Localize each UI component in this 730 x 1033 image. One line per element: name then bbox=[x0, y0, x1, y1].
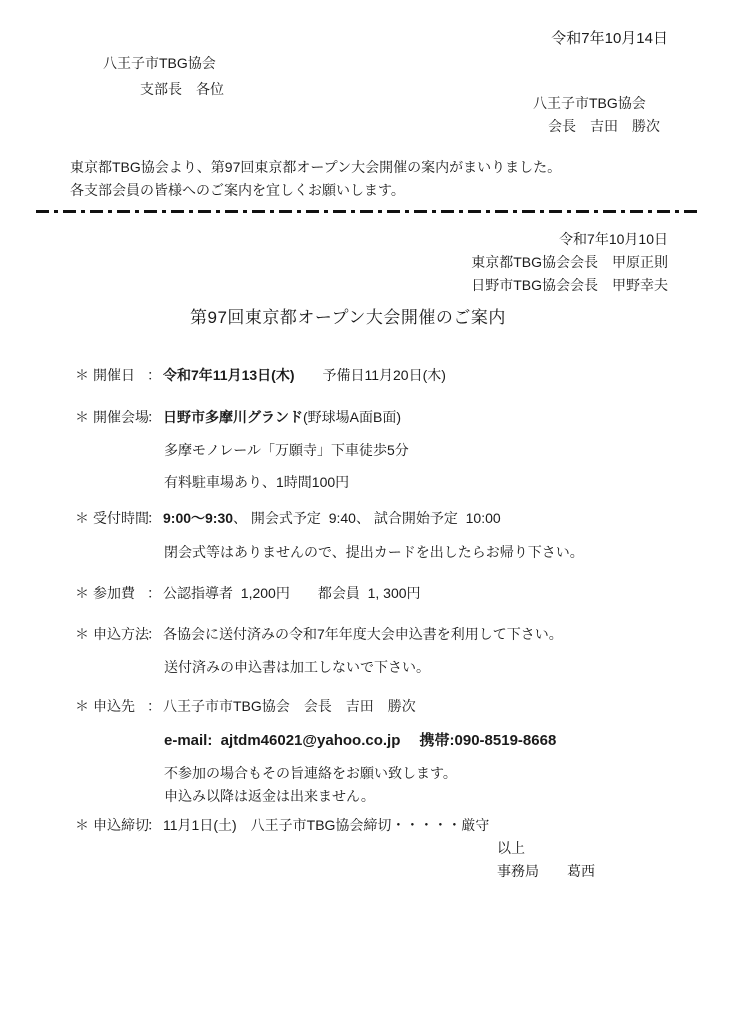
intro-line-2: 各支部会員の皆様へのご案内を宜しくお願いします。 bbox=[70, 182, 405, 198]
item-colon: ： bbox=[147, 585, 161, 601]
item-colon: ： bbox=[147, 367, 161, 383]
item-colon: ： bbox=[147, 510, 161, 526]
item-row-reception bbox=[75, 508, 501, 528]
item-colon: ： bbox=[147, 626, 161, 642]
item-colon: ： bbox=[147, 409, 161, 425]
asterisk-bullet: ＊ bbox=[75, 367, 89, 383]
venue-parking-note: 有料駐車場あり、1時間100円 bbox=[164, 474, 350, 490]
venue-detail: (野球場A面B面) bbox=[303, 409, 401, 425]
issue-date: 令和7年10月14日 bbox=[551, 30, 668, 47]
venue-name: 日野市多摩川グランド bbox=[163, 409, 303, 425]
document-title: 第97回東京都オープン大会開催のご案内 bbox=[190, 308, 506, 327]
item-row-fee bbox=[75, 583, 421, 603]
recipient-org: 八王子市TBG協会 bbox=[103, 55, 216, 71]
venue-access-note: 多摩モノレール「万願寺」下車徒歩5分 bbox=[164, 442, 409, 458]
sender-org: 八王子市TBG協会 bbox=[533, 95, 646, 111]
absence-contact-note: 不参加の場合もその旨連絡をお願い致します。 bbox=[164, 765, 457, 781]
asterisk-bullet: ＊ bbox=[75, 817, 89, 833]
sender-person: 会長 吉田 勝次 bbox=[548, 118, 660, 134]
apply-form-note: 送付済みの申込書は加工しないで下さい。 bbox=[164, 659, 430, 675]
item-label-event-date: 開催日 bbox=[93, 367, 135, 383]
item-label-reception: 受付時間 bbox=[93, 510, 149, 526]
event-date-reserve: 予備日11月20日(木) bbox=[294, 367, 446, 383]
notice-sender-1: 東京都TBG協会会長 甲原正則 bbox=[471, 254, 668, 270]
item-row-event-date bbox=[75, 365, 446, 385]
fee-values: 公認指導者 1,200円 都会員 1, 300円 bbox=[163, 585, 421, 601]
no-closing-ceremony-note: 閉会式等はありませんので、提出カードを出したらお帰り下さい。 bbox=[164, 544, 584, 560]
item-row-apply-method bbox=[75, 624, 563, 644]
secretariat-signature: 事務局 葛西 bbox=[497, 863, 595, 879]
asterisk-bullet: ＊ bbox=[75, 698, 89, 714]
apply-method-text: 各協会に送付済みの令和7年年度大会申込書を利用して下さい。 bbox=[163, 626, 563, 642]
item-label-fee: 参加費 bbox=[93, 585, 135, 601]
item-colon: ： bbox=[147, 817, 161, 833]
event-date-value: 令和7年11月13日(木) bbox=[163, 367, 295, 383]
intro-line-1: 東京都TBG協会より、第97回東京都オープン大会開催の案内がまいりました。 bbox=[70, 159, 562, 175]
item-colon: ： bbox=[147, 698, 161, 714]
dash-dot-divider bbox=[36, 210, 702, 213]
no-refund-note: 申込み以降は返金は出来ません。 bbox=[164, 788, 375, 804]
sender-block bbox=[533, 92, 660, 138]
item-row-deadline bbox=[75, 815, 489, 835]
item-label-venue: 開催会場 bbox=[93, 409, 149, 425]
schedule-detail: 、 開会式予定 9:40、 試合開始予定 10:00 bbox=[233, 510, 501, 526]
notice-sender-2: 日野市TBG協会会長 甲野幸夫 bbox=[471, 277, 668, 293]
apply-to-contact: 八王子市市TBG協会 会長 吉田 勝次 bbox=[163, 698, 416, 714]
item-label-deadline: 申込締切 bbox=[93, 817, 149, 833]
closing-word: 以上 bbox=[497, 840, 525, 856]
asterisk-bullet: ＊ bbox=[75, 409, 89, 425]
item-label-apply-method: 申込方法 bbox=[93, 626, 149, 642]
reception-time: 9:00～9:30 bbox=[163, 510, 234, 526]
deadline-value: 11月1日(土) 八王子市TBG協会締切・・・・・厳守 bbox=[163, 817, 490, 833]
notice-sender-block bbox=[471, 228, 668, 297]
item-row-venue bbox=[75, 407, 401, 427]
asterisk-bullet: ＊ bbox=[75, 510, 89, 526]
recipient-role: 支部長 各位 bbox=[140, 81, 224, 97]
email-and-phone: e-mail: ajtdm46021@yahoo.co.jp 携帯:090-8519-8668 bbox=[164, 732, 557, 749]
item-label-apply-to: 申込先 bbox=[93, 698, 135, 714]
notice-date: 令和7年10月10日 bbox=[559, 231, 668, 247]
item-row-apply-to bbox=[75, 696, 416, 716]
asterisk-bullet: ＊ bbox=[75, 626, 89, 642]
asterisk-bullet: ＊ bbox=[75, 585, 89, 601]
